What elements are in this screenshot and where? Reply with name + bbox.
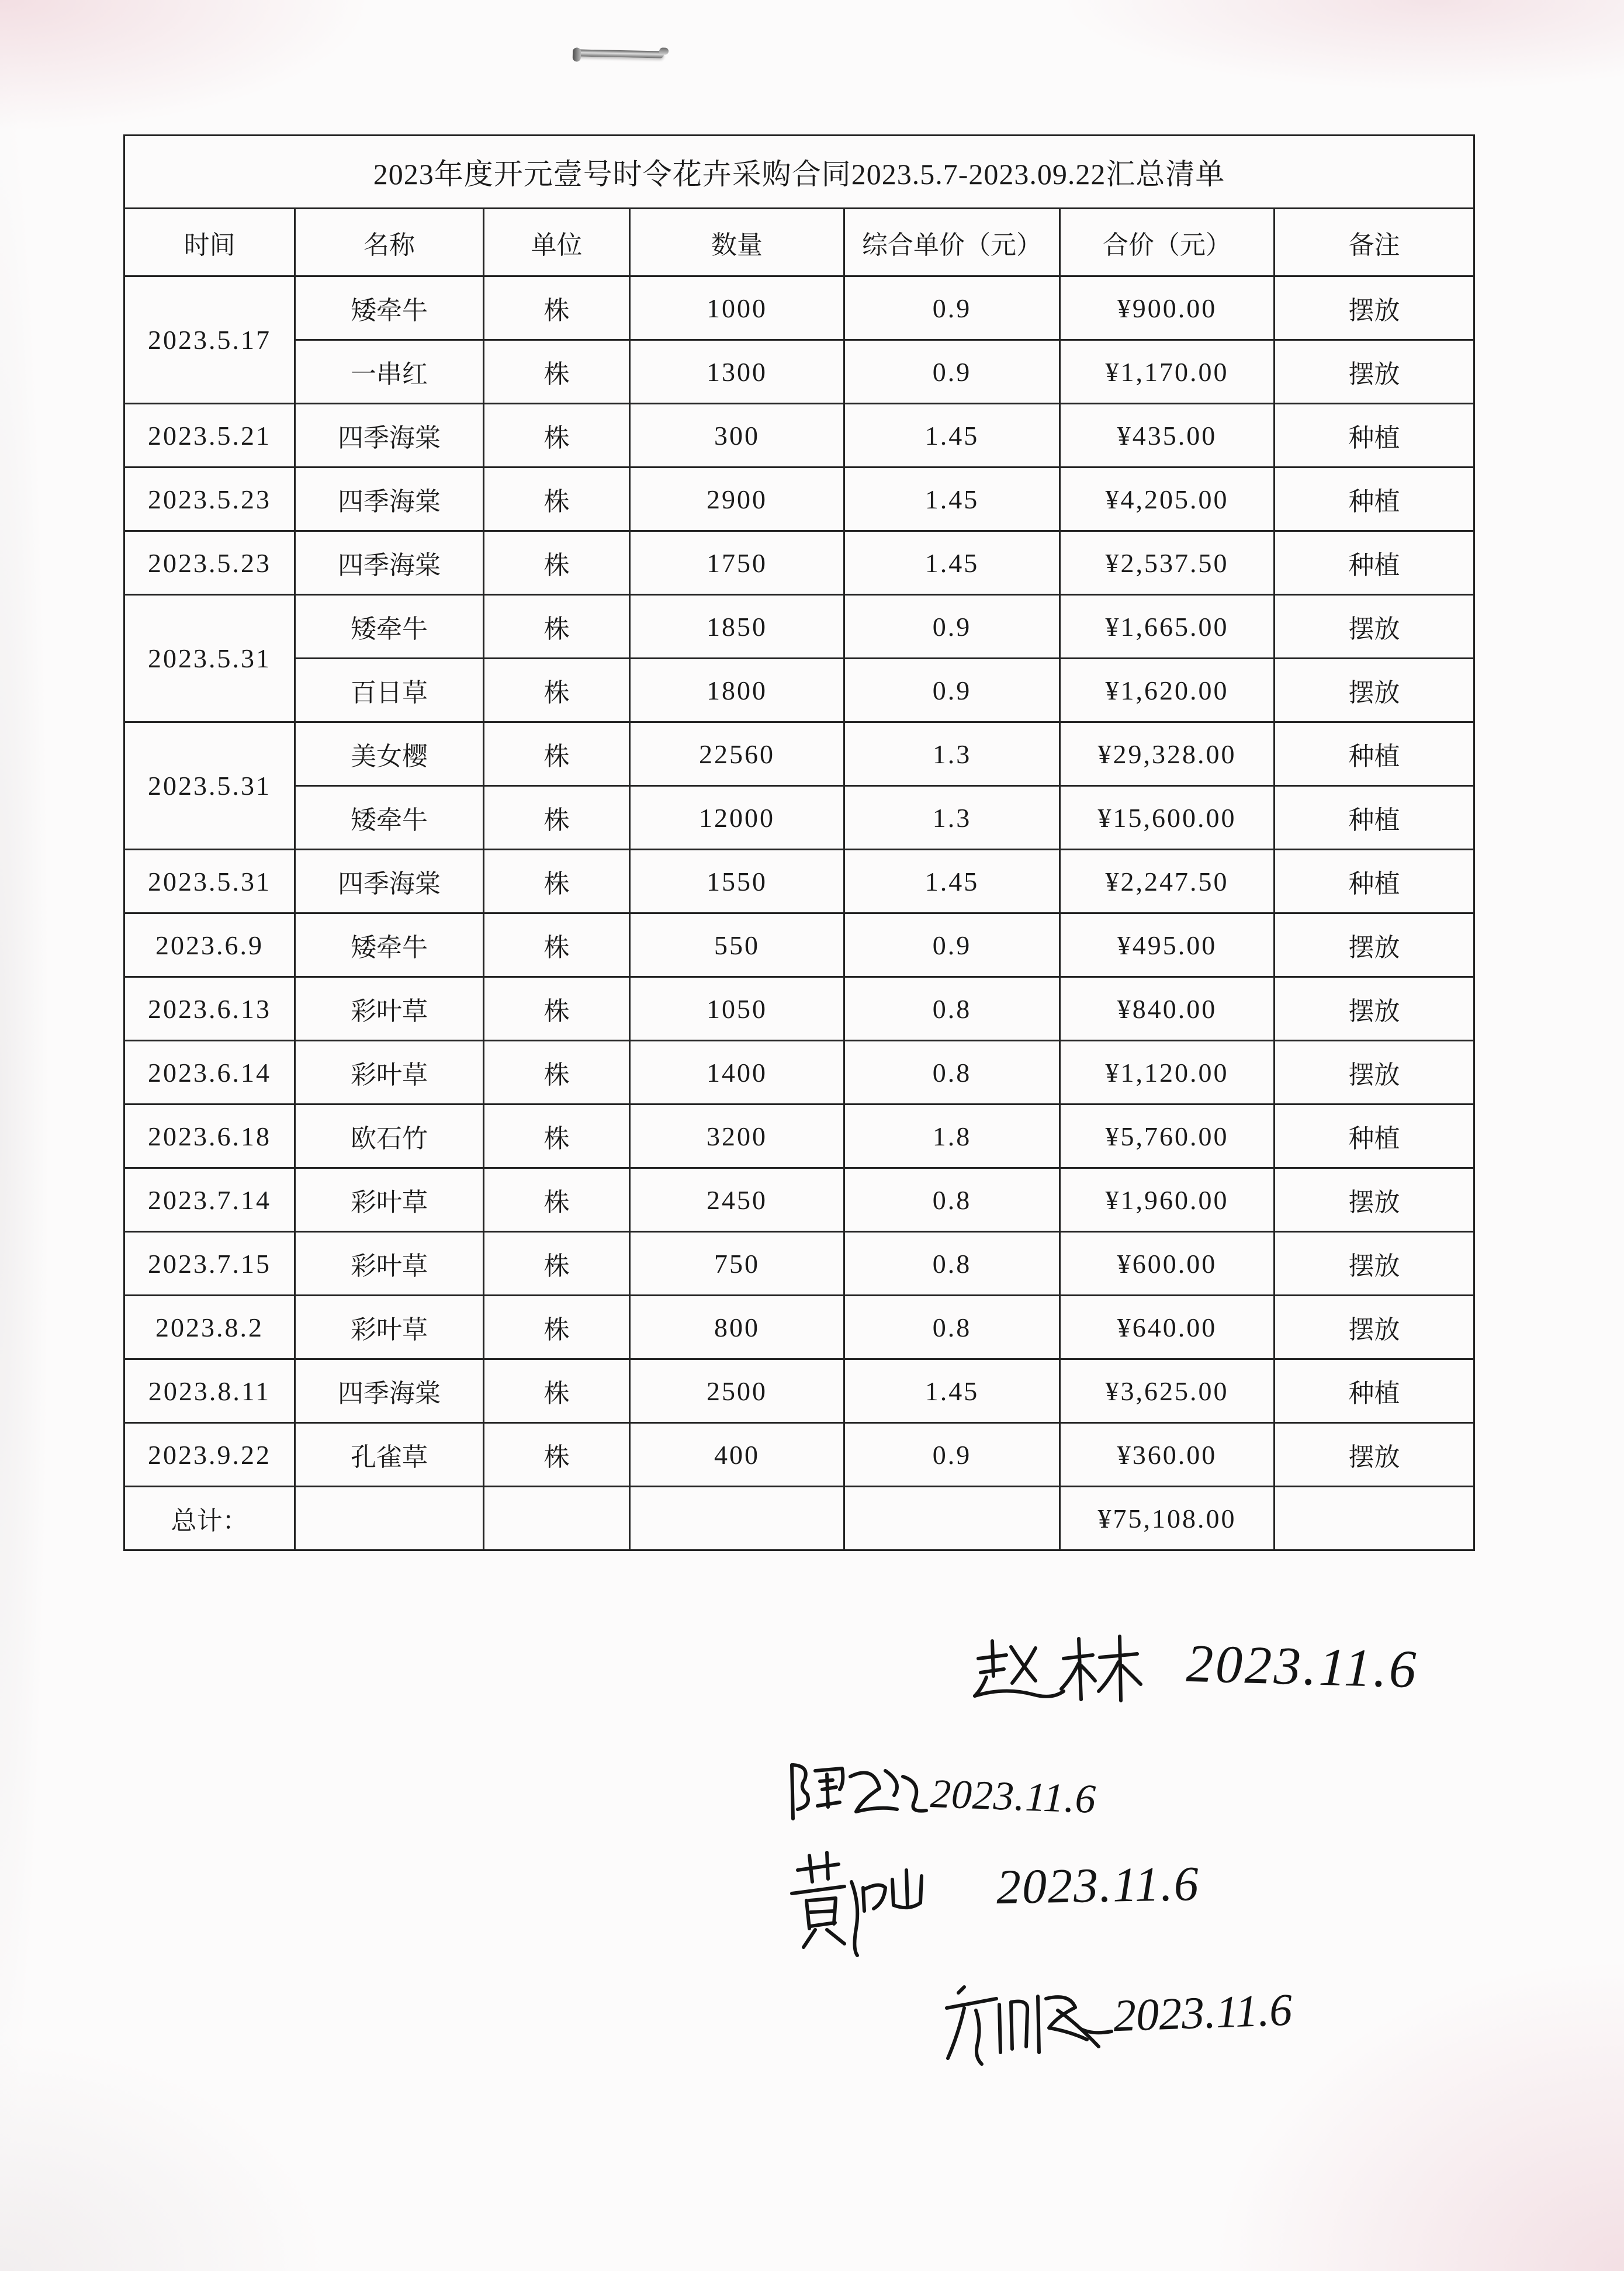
cell-name: 矮牵牛 xyxy=(295,276,484,340)
cell-quantity: 550 xyxy=(630,913,844,977)
cell-name: 矮牵牛 xyxy=(295,595,484,659)
table-row xyxy=(124,1423,1474,1487)
signature-4-name-scribble xyxy=(941,1975,1116,2069)
cell-name: 四季海棠 xyxy=(295,1359,484,1423)
signature-1-name-scribble xyxy=(970,1630,1145,1706)
table-row xyxy=(124,1041,1474,1105)
header-row xyxy=(124,209,1474,276)
cell-remark: 摆放 xyxy=(1275,977,1474,1041)
cell-total: ¥900.00 xyxy=(1060,276,1275,340)
cell-unit-price: 1.45 xyxy=(844,850,1060,913)
cell-remark: 种植 xyxy=(1275,722,1474,786)
signature-2-date: 2023.11.6 xyxy=(929,1771,1097,1822)
cell-total: ¥15,600.00 xyxy=(1060,786,1275,850)
cell-unit-price: 1.45 xyxy=(844,1359,1060,1423)
table-row xyxy=(124,722,1474,786)
cell-unit-price: 0.8 xyxy=(844,1232,1060,1296)
cell-remark: 种植 xyxy=(1275,468,1474,531)
signature-4-date: 2023.11.6 xyxy=(1112,1983,1293,2041)
table-row xyxy=(124,1168,1474,1232)
cell-unit-price: 0.9 xyxy=(844,913,1060,977)
table-row xyxy=(124,659,1474,722)
cell-unit-price: 0.8 xyxy=(844,1168,1060,1232)
cell-name: 矮牵牛 xyxy=(295,786,484,850)
cell-name: 四季海棠 xyxy=(295,531,484,595)
signature-2-name-scribble xyxy=(786,1753,929,1829)
cell-quantity: 2500 xyxy=(630,1359,844,1423)
cell-remark: 摆放 xyxy=(1275,340,1474,404)
cell-unit: 株 xyxy=(484,595,630,659)
sheet-title: 2023年度开元壹号时令花卉采购合同2023.5.7-2023.09.22汇总清单 xyxy=(124,136,1474,209)
cell-remark: 摆放 xyxy=(1275,1232,1474,1296)
cell-quantity: 1850 xyxy=(630,595,844,659)
cell-quantity: 1050 xyxy=(630,977,844,1041)
cell-unit: 株 xyxy=(484,1423,630,1487)
cell-total: ¥435.00 xyxy=(1060,404,1275,468)
cell-name: 彩叶草 xyxy=(295,1168,484,1232)
cell-date: 2023.5.31 xyxy=(124,595,295,722)
cell-unit-price: 0.9 xyxy=(844,340,1060,404)
cell-unit: 株 xyxy=(484,659,630,722)
cell-date: 2023.5.31 xyxy=(124,850,295,913)
cell-unit-price: 0.9 xyxy=(844,276,1060,340)
cell-date: 2023.6.9 xyxy=(124,913,295,977)
cell-total: ¥5,760.00 xyxy=(1060,1105,1275,1168)
signature-3-date: 2023.11.6 xyxy=(996,1856,1200,1915)
cell-quantity: 22560 xyxy=(630,722,844,786)
cell-total: ¥600.00 xyxy=(1060,1232,1275,1296)
cell-quantity: 1400 xyxy=(630,1041,844,1105)
cell-remark: 种植 xyxy=(1275,850,1474,913)
cell-name: 孔雀草 xyxy=(295,1423,484,1487)
cell-total: ¥1,620.00 xyxy=(1060,659,1275,722)
cell-name: 百日草 xyxy=(295,659,484,722)
cell-date: 2023.8.11 xyxy=(124,1359,295,1423)
header-total: 合价（元） xyxy=(1060,209,1275,276)
cell-quantity: 1800 xyxy=(630,659,844,722)
table-row xyxy=(124,786,1474,850)
empty-cell xyxy=(295,1487,484,1550)
cell-name: 四季海棠 xyxy=(295,850,484,913)
title-row xyxy=(124,136,1474,209)
cell-remark: 摆放 xyxy=(1275,1423,1474,1487)
cell-total: ¥840.00 xyxy=(1060,977,1275,1041)
cell-remark: 种植 xyxy=(1275,1359,1474,1423)
summary-row xyxy=(124,1487,1474,1550)
table-row xyxy=(124,468,1474,531)
cell-total: ¥360.00 xyxy=(1060,1423,1275,1487)
cell-quantity: 750 xyxy=(630,1232,844,1296)
cell-quantity: 300 xyxy=(630,404,844,468)
cell-total: ¥4,205.00 xyxy=(1060,468,1275,531)
cell-total: ¥1,665.00 xyxy=(1060,595,1275,659)
cell-unit: 株 xyxy=(484,850,630,913)
cell-name: 矮牵牛 xyxy=(295,913,484,977)
cell-remark: 摆放 xyxy=(1275,913,1474,977)
cell-unit-price: 0.9 xyxy=(844,659,1060,722)
cell-unit: 株 xyxy=(484,722,630,786)
table-head xyxy=(124,136,1474,276)
cell-unit: 株 xyxy=(484,913,630,977)
cell-unit: 株 xyxy=(484,468,630,531)
cell-name: 彩叶草 xyxy=(295,977,484,1041)
cell-date: 2023.6.14 xyxy=(124,1041,295,1105)
cell-name: 一串红 xyxy=(295,340,484,404)
cell-total: ¥1,960.00 xyxy=(1060,1168,1275,1232)
cell-unit: 株 xyxy=(484,1232,630,1296)
cell-quantity: 2900 xyxy=(630,468,844,531)
cell-quantity: 1300 xyxy=(630,340,844,404)
cell-quantity: 1550 xyxy=(630,850,844,913)
cell-unit-price: 0.9 xyxy=(844,1423,1060,1487)
cell-unit-price: 1.3 xyxy=(844,722,1060,786)
header-unit: 单位 xyxy=(484,209,630,276)
cell-remark: 摆放 xyxy=(1275,1041,1474,1105)
cell-unit: 株 xyxy=(484,977,630,1041)
cell-date: 2023.5.21 xyxy=(124,404,295,468)
cell-date: 2023.5.17 xyxy=(124,276,295,404)
table-row xyxy=(124,404,1474,468)
cell-total: ¥29,328.00 xyxy=(1060,722,1275,786)
cell-unit: 株 xyxy=(484,404,630,468)
cell-remark: 种植 xyxy=(1275,404,1474,468)
cell-unit-price: 0.8 xyxy=(844,977,1060,1041)
cell-quantity: 800 xyxy=(630,1296,844,1359)
signature-3-name-scribble xyxy=(786,1847,944,1958)
table-row xyxy=(124,977,1474,1041)
table-row xyxy=(124,1105,1474,1168)
cell-unit: 株 xyxy=(484,276,630,340)
cell-total: ¥495.00 xyxy=(1060,913,1275,977)
table-body xyxy=(124,276,1474,1487)
header-date: 时间 xyxy=(124,209,295,276)
cell-unit: 株 xyxy=(484,1041,630,1105)
cell-unit-price: 1.45 xyxy=(844,531,1060,595)
cell-total: ¥3,625.00 xyxy=(1060,1359,1275,1423)
cell-name: 四季海棠 xyxy=(295,404,484,468)
cell-name: 美女樱 xyxy=(295,722,484,786)
cell-unit-price: 0.8 xyxy=(844,1041,1060,1105)
cell-date: 2023.7.14 xyxy=(124,1168,295,1232)
cell-name: 彩叶草 xyxy=(295,1296,484,1359)
cell-unit: 株 xyxy=(484,531,630,595)
table-row xyxy=(124,1359,1474,1423)
header-quantity: 数量 xyxy=(630,209,844,276)
header-remark: 备注 xyxy=(1275,209,1474,276)
cell-name: 四季海棠 xyxy=(295,468,484,531)
cell-unit-price: 0.9 xyxy=(844,595,1060,659)
cell-date: 2023.6.13 xyxy=(124,977,295,1041)
cell-date: 2023.5.31 xyxy=(124,722,295,850)
summary-table xyxy=(123,134,1475,1551)
cell-total: ¥2,537.50 xyxy=(1060,531,1275,595)
cell-total: ¥2,247.50 xyxy=(1060,850,1275,913)
cell-unit-price: 0.8 xyxy=(844,1296,1060,1359)
cell-unit: 株 xyxy=(484,1105,630,1168)
cell-date: 2023.9.22 xyxy=(124,1423,295,1487)
cell-date: 2023.5.23 xyxy=(124,531,295,595)
cell-quantity: 2450 xyxy=(630,1168,844,1232)
table-row xyxy=(124,1232,1474,1296)
cell-remark: 摆放 xyxy=(1275,1168,1474,1232)
cell-unit: 株 xyxy=(484,340,630,404)
cell-quantity: 1000 xyxy=(630,276,844,340)
cell-total: ¥640.00 xyxy=(1060,1296,1275,1359)
cell-remark: 种植 xyxy=(1275,1105,1474,1168)
cell-date: 2023.6.18 xyxy=(124,1105,295,1168)
cell-name: 彩叶草 xyxy=(295,1041,484,1105)
cell-remark: 摆放 xyxy=(1275,659,1474,722)
empty-cell xyxy=(630,1487,844,1550)
empty-cell xyxy=(1275,1487,1474,1550)
cell-unit-price: 1.45 xyxy=(844,468,1060,531)
cell-unit: 株 xyxy=(484,1359,630,1423)
cell-remark: 种植 xyxy=(1275,786,1474,850)
cell-date: 2023.7.15 xyxy=(124,1232,295,1296)
table-row xyxy=(124,595,1474,659)
cell-unit: 株 xyxy=(484,1168,630,1232)
cell-date: 2023.5.23 xyxy=(124,468,295,531)
cell-unit-price: 1.3 xyxy=(844,786,1060,850)
cell-remark: 种植 xyxy=(1275,531,1474,595)
cell-quantity: 12000 xyxy=(630,786,844,850)
cell-unit: 株 xyxy=(484,786,630,850)
table-foot xyxy=(124,1487,1474,1550)
cell-quantity: 400 xyxy=(630,1423,844,1487)
header-unit-price: 综合单价（元） xyxy=(844,209,1060,276)
cell-unit-price: 1.45 xyxy=(844,404,1060,468)
header-name: 名称 xyxy=(295,209,484,276)
signature-1-date: 2023.11.6 xyxy=(1185,1633,1419,1699)
cell-remark: 摆放 xyxy=(1275,276,1474,340)
cell-quantity: 3200 xyxy=(630,1105,844,1168)
cell-unit: 株 xyxy=(484,1296,630,1359)
cell-name: 彩叶草 xyxy=(295,1232,484,1296)
table-row xyxy=(124,913,1474,977)
cell-total: ¥1,120.00 xyxy=(1060,1041,1275,1105)
table-row xyxy=(124,340,1474,404)
cell-date: 2023.8.2 xyxy=(124,1296,295,1359)
table-row xyxy=(124,531,1474,595)
table-row xyxy=(124,1296,1474,1359)
table-row xyxy=(124,850,1474,913)
empty-cell xyxy=(844,1487,1060,1550)
cell-quantity: 1750 xyxy=(630,531,844,595)
table-row xyxy=(124,276,1474,340)
cell-name: 欧石竹 xyxy=(295,1105,484,1168)
staple-mark xyxy=(576,49,664,58)
cell-unit-price: 1.8 xyxy=(844,1105,1060,1168)
cell-total: ¥1,170.00 xyxy=(1060,340,1275,404)
summary-label: 总计： xyxy=(124,1487,295,1550)
summary-total: ¥75,108.00 xyxy=(1060,1487,1275,1550)
empty-cell xyxy=(484,1487,630,1550)
cell-remark: 摆放 xyxy=(1275,595,1474,659)
cell-remark: 摆放 xyxy=(1275,1296,1474,1359)
